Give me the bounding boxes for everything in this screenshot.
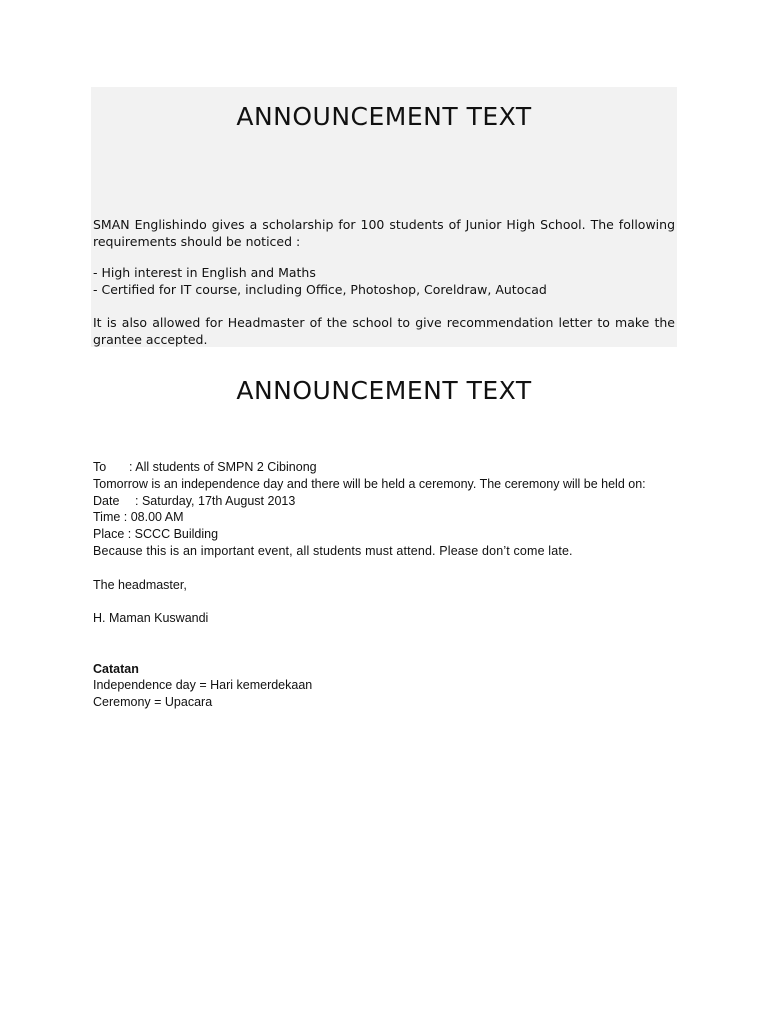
announcement-title-2: ANNOUNCEMENT TEXT [236,376,532,405]
recipient-line [93,459,713,476]
announcement-title-1: ANNOUNCEMENT TEXT [236,102,532,131]
to-label: To [93,460,107,474]
note-item: Independence day = Hari kemerdekaan [93,678,313,693]
requirement-item: - Certified for IT course, including Office, Photoshop, Coreldraw, Autocad [93,281,547,297]
requirements-list [93,265,675,298]
signoff-line: The headmaster, [93,577,187,592]
to-value: : All students of SMPN 2 Cibinong [129,460,317,474]
recommendation-paragraph: It is also allowed for Headmaster of the school to give recommendation letter to make the grantee accepted. [93,315,675,347]
date-line [93,493,713,510]
intro-line: Tomorrow is an independence day and there will be held a ceremony. The ceremony will be held on: [93,476,646,491]
notes-title: Catatan [93,661,139,676]
signer-name: H. Maman Kuswandi [93,611,209,626]
closing-line: Because this is an important event, all students must attend. Please don’t come late. [93,543,573,558]
note-item: Ceremony = Upacara [93,695,213,710]
time-line: Time : 08.00 AM [93,510,184,525]
ceremony-announcement-body [93,459,713,711]
place-line: Place : SCCC Building [93,527,219,542]
date-value: : Saturday, 17th August 2013 [135,493,296,508]
requirement-item: - High interest in English and Maths [93,265,316,280]
scholarship-intro-paragraph: SMAN Englishindo gives a scholarship for 100 students of Junior High School. The following requirements should be noticed : [93,217,675,249]
date-label: Date [93,493,120,508]
